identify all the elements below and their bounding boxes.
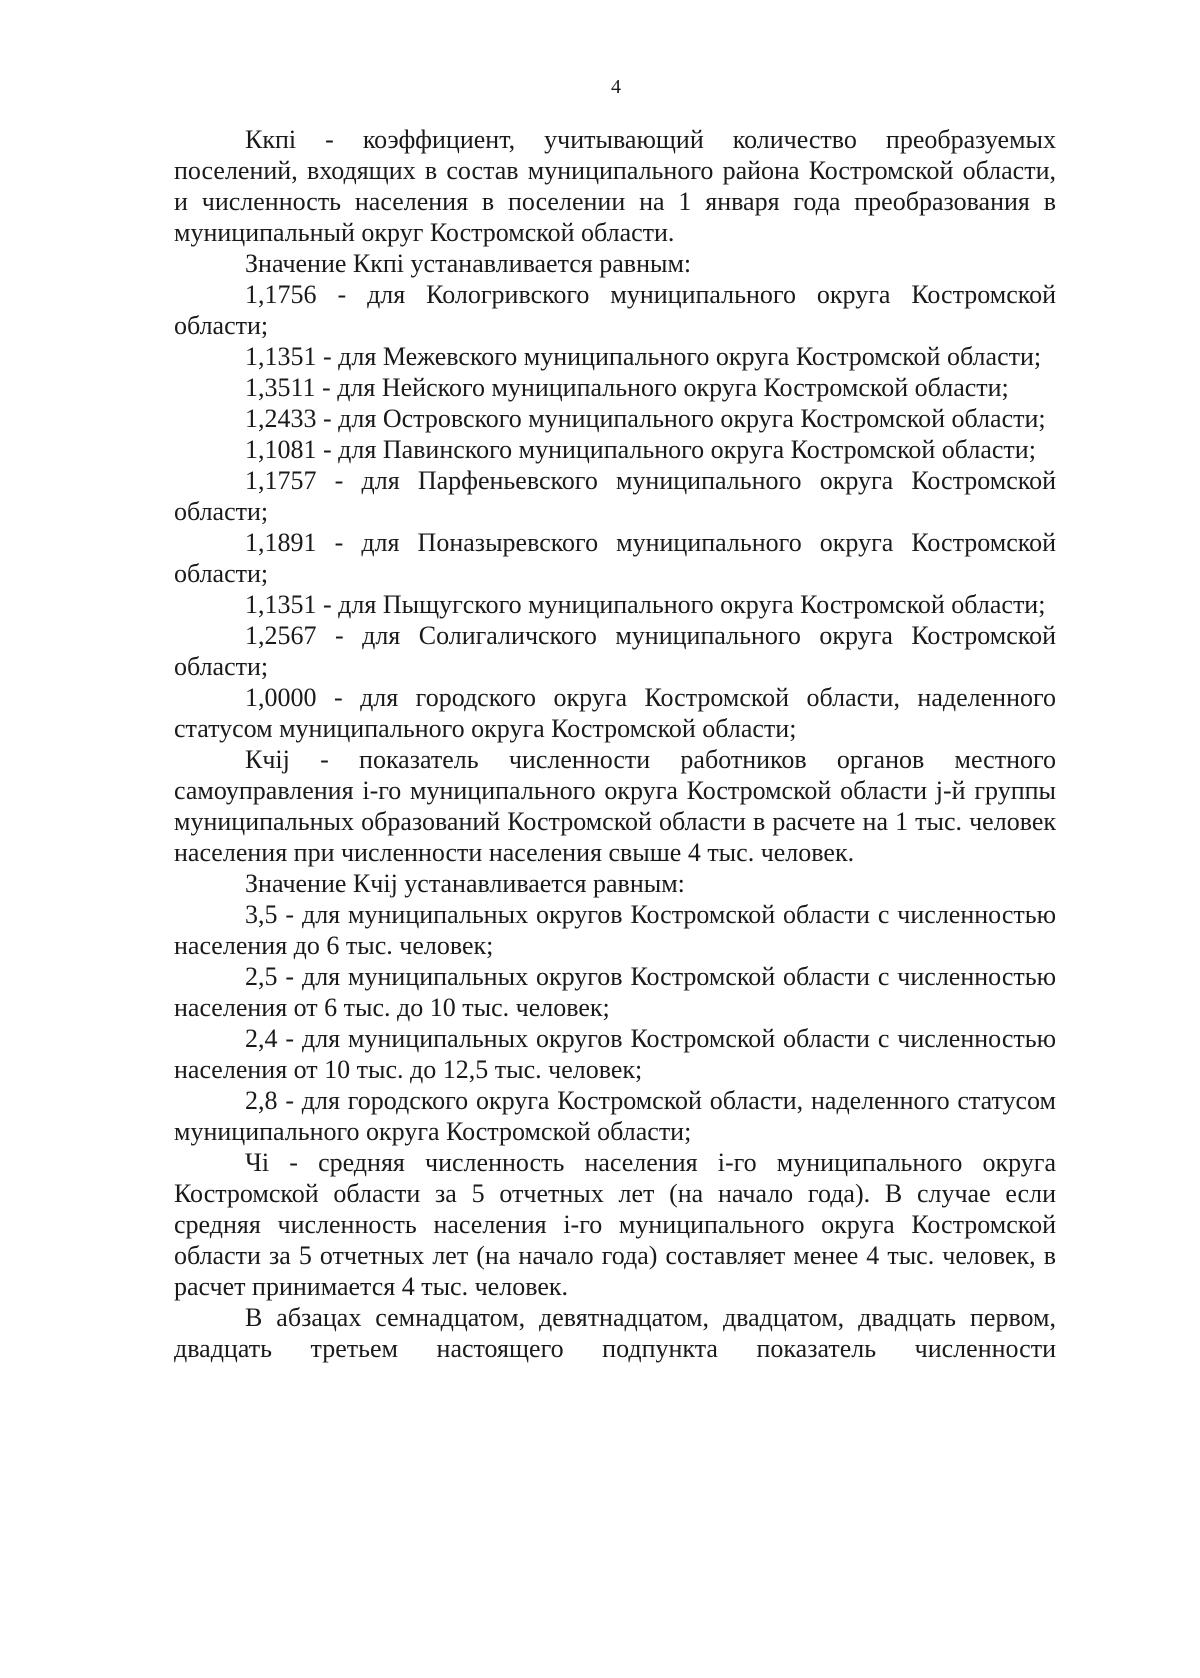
paragraph-kologriv: 1,1756 - для Кологривского муниципального округа Костромской области;: [174, 280, 1056, 340]
paragraph-mezha: 1,1351 - для Межевского муниципального округа Костромской области;: [245, 342, 1042, 371]
paragraph-continuation: В абзацах семнадцатом, девятнадцатом, двадцатом, двадцать первом, двадцать третьем настоящего подпункта показатель численности: [174, 1303, 1056, 1363]
paragraph-ponazyrevo: 1,1891 - для Поназыревского муниципального округа Костромской области;: [174, 528, 1056, 588]
paragraph-chi-definition: Чi - средняя численность населения i-го муниципального округа Костромской области за 5 отчетных лет (на начало года). В случае если средняя численность населения i-го муниципального округа Костромской области за 5 отчетных лет (на начало года) составляет менее 4 тыс. человек, в расчет принимается 4 тыс. человек.: [174, 1148, 1056, 1301]
paragraph-pavino: 1,1081 - для Павинского муниципального округа Костромской области;: [245, 435, 1036, 464]
paragraph-parfenyevo: 1,1757 - для Парфеньевского муниципального округа Костромской области;: [174, 466, 1056, 526]
paragraph-kkpi-values-intro: Значение Ккпi устанавливается равным:: [245, 249, 692, 278]
paragraph-kchij-values-intro: Значение Кчij устанавливается равным:: [245, 869, 685, 898]
document-body: [174, 124, 1056, 1364]
paragraph-kchij-up-to-6k: 3,5 - для муниципальных округов Костромской области с численностью населения до 6 тыс. человек;: [174, 900, 1056, 960]
page-number: 4: [611, 76, 621, 98]
paragraph-pyshchug: 1,1351 - для Пыщугского муниципального округа Костромской области;: [245, 590, 1046, 619]
paragraph-kchij-6k-10k: 2,5 - для муниципальных округов Костромской области с численностью населения от 6 тыс. до 10 тыс. человек;: [174, 962, 1056, 1022]
paragraph-soligalich: 1,2567 - для Солигаличского муниципального округа Костромской области;: [174, 621, 1056, 681]
paragraph-city-district: 1,0000 - для городского округа Костромской области, наделенного статусом муниципального округа Костромской области;: [174, 683, 1056, 743]
paragraph-kchij-definition: Кчij - показатель численности работников органов местного самоуправления i-го муниципального округа Костромской области j-й группы муниципальных образований Костромской области в расчете на 1 тыс. человек населения при численности населения свыше 4 тыс. человек.: [174, 745, 1056, 867]
paragraph-neya: 1,3511 - для Нейского муниципального округа Костромской области;: [245, 373, 1009, 402]
paragraph-kchij-city-district: 2,8 - для городского округа Костромской области, наделенного статусом муниципального округа Костромской области;: [174, 1086, 1056, 1146]
paragraph-kchij-10k-12-5k: 2,4 - для муниципальных округов Костромской области с численностью населения от 10 тыс. до 12,5 тыс. человек;: [174, 1024, 1056, 1084]
paragraph-ostrovskoe: 1,2433 - для Островского муниципального округа Костромской области;: [245, 404, 1046, 433]
paragraph-kkpi-definition: Ккпi - коэффициент, учитывающий количество преобразуемых поселений, входящих в состав муниципального района Костромской области, и численность населения в поселении на 1 января года преобразования в муниципальный округ Костромской области.: [174, 125, 1056, 247]
